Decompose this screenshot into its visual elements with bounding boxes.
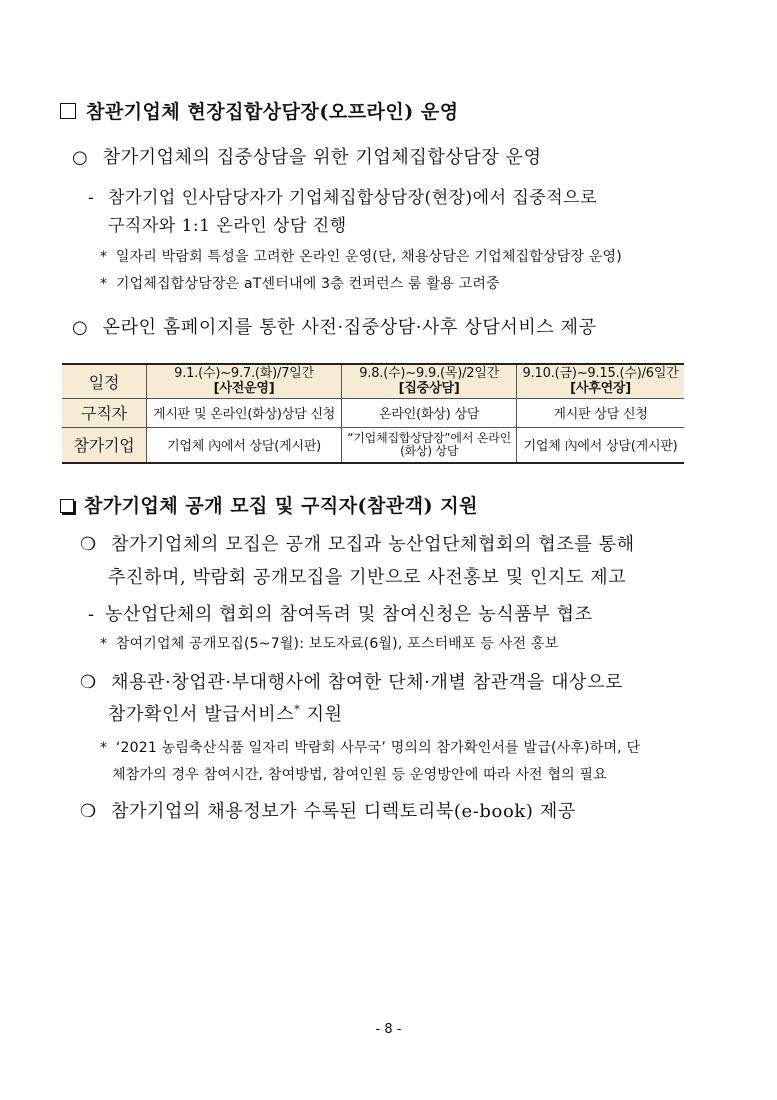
row-label: 참가기업 — [62, 427, 147, 463]
table-row — [62, 427, 684, 463]
table-row — [62, 398, 684, 427]
dash-item-continuation: 구직자와 1:1 온라인 상담 진행 — [108, 216, 347, 236]
column-header: 9.10.(금)~9.15.(수)/6일간 [사후연장] — [517, 364, 684, 398]
checkbox-square-icon — [60, 103, 76, 119]
column-header: 9.8.(수)~9.9.(목)/2일간 [집중상담] — [342, 364, 517, 398]
dash-item: - 농산업단체의 협회의 참여독려 및 참여신청은 농식품부 협조 — [88, 604, 593, 625]
page-number: - 8 - — [375, 1022, 402, 1037]
circle-bullet-icon: ○ — [72, 147, 89, 168]
table-cell: 온라인(화상) 상담 — [342, 398, 517, 427]
bullet-item-continuation: 추진하며, 박람회 공개모집을 기반으로 사전홍보 및 인지도 제고 — [108, 567, 627, 588]
bullet-item: ❍ 참가기업체의 모집은 공개 모집과 농산업단체협회의 협조를 통해 — [80, 534, 635, 555]
note-item: * 참여기업체 공개모집(5~7월): 보도자료(6월), 포스터배포 등 사전 홍보 — [100, 636, 559, 652]
circle-bullet-icon: ❍ — [80, 801, 97, 822]
bullet-item: ❍ 채용관·창업관·부대행사에 참여한 단체·개별 참관객을 대상으로 — [80, 672, 624, 693]
note-item: * 기업체집합상담장은 aT센터내에 3층 컨퍼런스 룸 활용 고려중 — [100, 276, 500, 292]
section-heading-2: 참가기업체 공개 모집 및 구직자(참관객) 지원 — [60, 491, 478, 518]
dash-item: - 참가기업 인사담당자가 기업체집합상담장(현장)에서 집중적으로 — [88, 188, 598, 208]
note-item-continuation: 체참가의 경우 참여시간, 참여방법, 참여인원 등 운영방안에 따라 사전 협의 필요 — [112, 767, 607, 783]
table-cell: 기업체 內에서 상담(게시판) — [517, 427, 684, 463]
circle-bullet-icon: ○ — [72, 317, 89, 338]
circle-bullet-icon: ❍ — [80, 672, 97, 693]
column-header: 9.1.(수)~9.7.(화)/7일간 [사전운영] — [147, 364, 342, 398]
row-label: 구직자 — [62, 398, 147, 427]
circle-bullet-icon: ❍ — [80, 534, 97, 555]
table-cell: “기업체집합상담장”에서 온라인(화상) 상담 — [342, 427, 517, 463]
table-cell: 게시판 및 온라인(화상)상담 신청 — [147, 398, 342, 427]
bullet-item-continuation: 참가확인서 발급서비스* 지원 — [108, 703, 343, 725]
schedule-table — [62, 363, 684, 464]
note-item: * 일자리 박람회 특성을 고려한 온라인 운영(단, 채용상담은 기업체집합상담장 운영) — [100, 249, 622, 265]
row-header-label: 일정 — [62, 364, 147, 398]
bullet-item: ○ 온라인 홈페이지를 통한 사전·집중상담·사후 상담서비스 제공 — [72, 317, 597, 338]
shadow-square-icon — [60, 499, 74, 513]
note-item: * ‘2021 농림축산식품 일자리 박람회 사무국’ 명의의 참가확인서를 발급(사후)하며, 단 — [100, 740, 641, 756]
section-heading-1: 참관기업체 현장집합상담장(오프라인) 운영 — [60, 97, 459, 124]
bullet-item: ❍ 참가기업의 채용정보가 수록된 디렉토리북(e-book) 제공 — [80, 801, 576, 822]
table-cell: 기업체 內에서 상담(게시판) — [147, 427, 342, 463]
bullet-item: ○ 참가기업체의 집중상담을 위한 기업체집합상담장 운영 — [72, 147, 542, 168]
table-row — [62, 364, 684, 398]
table-cell: 게시판 상담 신청 — [517, 398, 684, 427]
